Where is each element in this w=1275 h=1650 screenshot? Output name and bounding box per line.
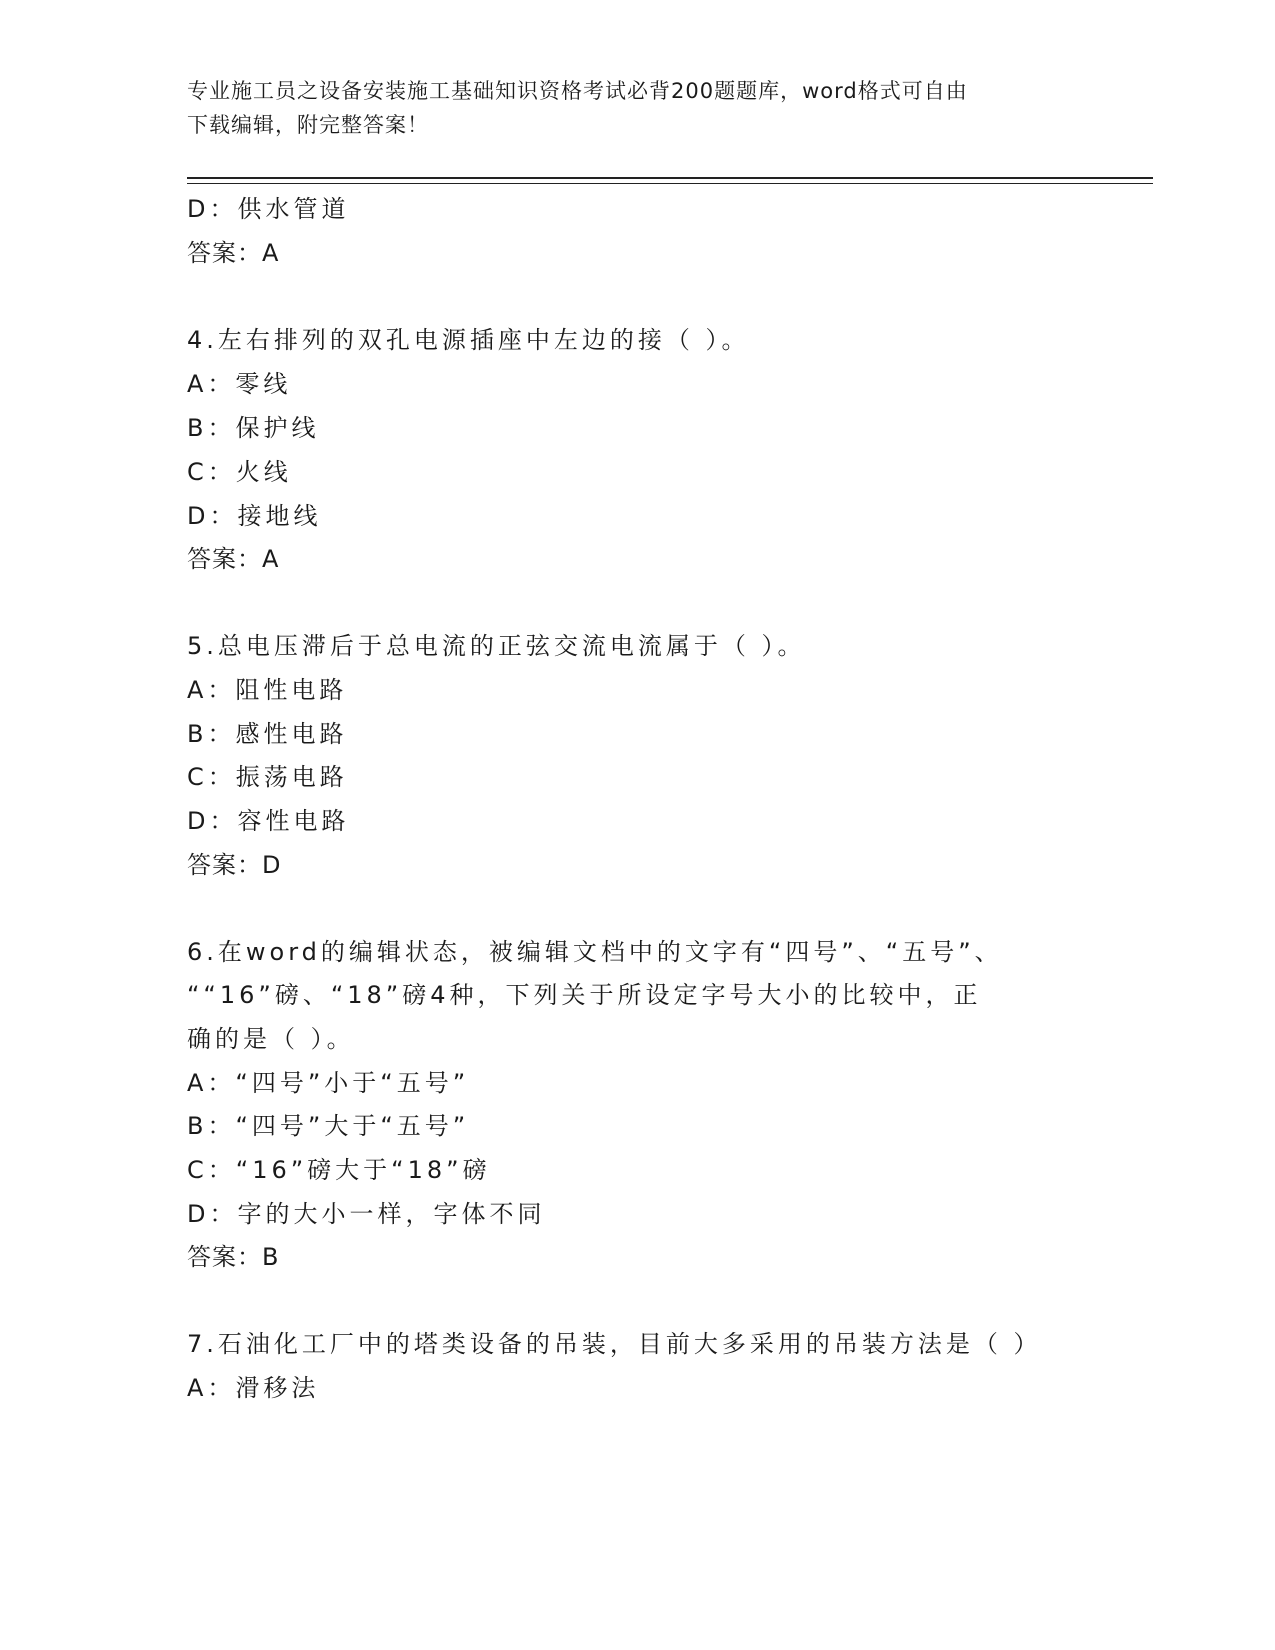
document-header xyxy=(187,74,1067,142)
q4-option-d: D：接地线 xyxy=(187,502,322,530)
answer-label: 答案： xyxy=(187,1243,262,1271)
q4-option-a: A：零线 xyxy=(187,370,292,398)
answer-label: 答案： xyxy=(187,545,262,573)
q6-stem-line-3: 确的是（ ）。 xyxy=(187,1025,355,1053)
q4-option-c: C：火线 xyxy=(187,458,292,486)
q3-option-d: D：供水管道 xyxy=(187,195,350,223)
q6-stem-line-1: 6.在word的编辑状态，被编辑文档中的文字有“四号”、“五号”、 xyxy=(187,938,1003,966)
answer-value: D xyxy=(262,851,282,879)
q6-option-a: A：“四号”小于“五号” xyxy=(187,1069,470,1097)
q5-stem: 5.总电压滞后于总电流的正弦交流电流属于（ ）。 xyxy=(187,632,806,660)
q6-option-d: D：字的大小一样，字体不同 xyxy=(187,1200,546,1228)
header-divider-thin xyxy=(187,183,1153,184)
answer-value: B xyxy=(262,1243,280,1271)
q4-answer xyxy=(187,542,1087,576)
answer-value: A xyxy=(262,239,280,267)
q5-option-c: C：振荡电路 xyxy=(187,763,348,791)
q3-answer xyxy=(187,236,1087,270)
q6-answer xyxy=(187,1240,1087,1274)
answer-label: 答案： xyxy=(187,851,262,879)
q5-answer xyxy=(187,848,1087,882)
q5-option-a: A：阻性电路 xyxy=(187,676,348,704)
header-divider-thick xyxy=(187,177,1153,179)
header-line-2: 下载编辑，附完整答案！ xyxy=(187,113,429,137)
q4-option-b: B：保护线 xyxy=(187,414,320,442)
q7-stem: 7.石油化工厂中的塔类设备的吊装，目前大多采用的吊装方法是（ ） xyxy=(187,1330,1042,1358)
q5-option-b: B：感性电路 xyxy=(187,720,348,748)
q6-stem-line-2: ““16”磅、“18”磅4种，下列关于所设定字号大小的比较中，正 xyxy=(187,981,982,1009)
answer-value: A xyxy=(262,545,280,573)
q5-option-d: D：容性电路 xyxy=(187,807,350,835)
q6-option-b: B：“四号”大于“五号” xyxy=(187,1112,470,1140)
q4-stem: 4.左右排列的双孔电源插座中左边的接（ ）。 xyxy=(187,326,750,354)
answer-label: 答案： xyxy=(187,239,262,267)
q6-option-c: C：“16”磅大于“18”磅 xyxy=(187,1156,491,1184)
header-line-1: 专业施工员之设备安装施工基础知识资格考试必背200题题库，word格式可自由 xyxy=(187,79,968,103)
q7-option-a: A：滑移法 xyxy=(187,1374,320,1402)
